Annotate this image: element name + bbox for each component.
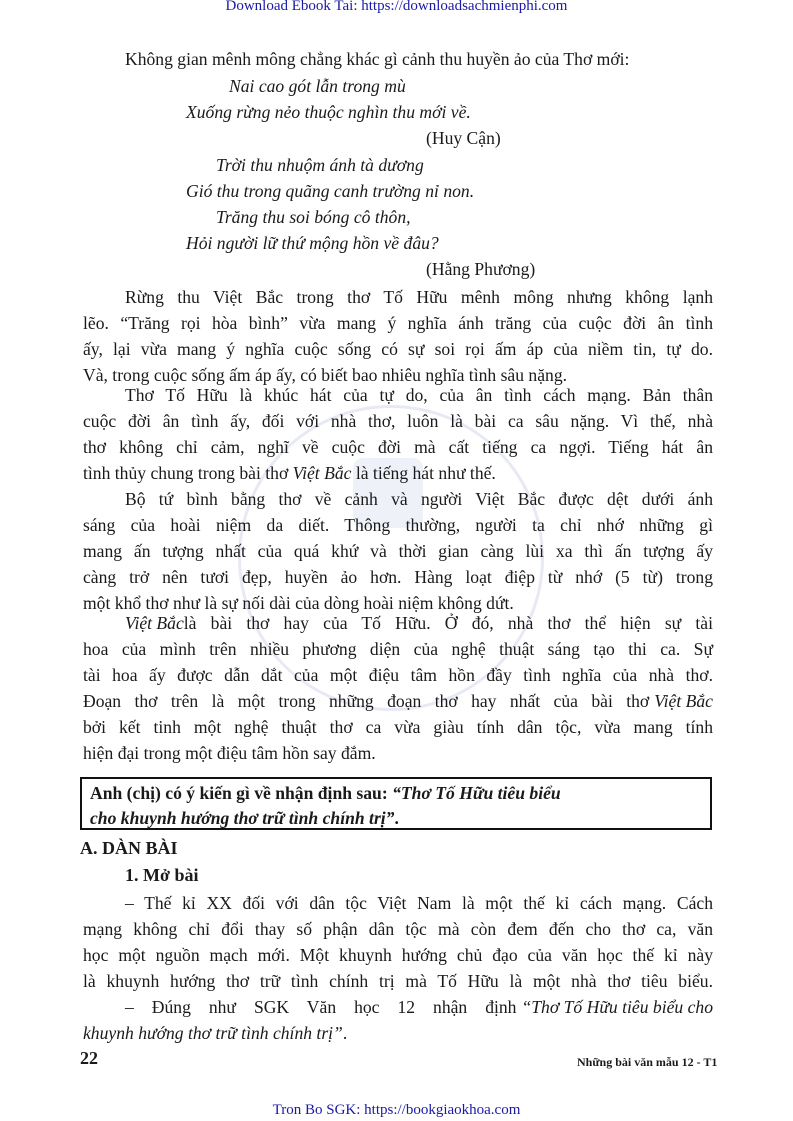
intro-line: Không gian mênh mông chẳng khác gì cảnh thu huyền ảo của Thơ mới:	[125, 49, 630, 69]
para4-line-with-title: Đoạn thơ trên là một trong những đoạn thơ hay nhất của bài thơ Việt Bắc	[83, 688, 713, 714]
para1-line: Rừng thu Việt Bắc trong thơ Tố Hữu mênh mông nhưng không lạnh	[125, 287, 713, 307]
para6-first-line: – Đúng như SGK Văn học 12 nhận định “Thơ Tố Hữu tiêu biểu cho	[125, 994, 713, 1020]
para4-line: hiện đại trong một điệu tâm hồn say đắm.	[83, 743, 376, 763]
para2-line: cuộc đời ân tình ấy, đối với nhà thơ, luôn là bài ca sâu nặng. Vì thế, nhà	[83, 411, 713, 431]
para5-line: – Thế kỉ XX đối với dân tộc Việt Nam là một thế kỉ cách mạng. Cách	[125, 893, 713, 913]
poem2-line4: Hỏi người lữ thứ mộng hồn về đâu?	[186, 233, 439, 253]
section-heading-a: A. DÀN BÀI	[80, 838, 178, 858]
para4-line: bởi kết tinh một nghệ thuật thơ ca vừa giàu tính dân tộc, vừa mang tính	[83, 717, 713, 737]
poem1-line1: Nai cao gót lẫn trong mù	[229, 76, 406, 96]
para5-line: học một nguồn mạch mới. Một khuynh hướng chủ đạo của văn học thế kỉ này	[83, 945, 713, 965]
para3-line: càng trở nên tươi đẹp, huyền ảo hơn. Hàng loạt điệp từ nhớ (5 từ) trong	[83, 567, 713, 587]
para5-line: mạng không chỉ đổi thay số phận dân tộc mà còn đem đến cho thơ ca, văn	[83, 919, 713, 939]
para3-line: Bộ tứ bình bằng thơ về cảnh và người Việt Bắc được dệt dưới ánh	[125, 489, 713, 509]
book-reference: Những bài văn mẫu 12 - T1	[577, 1055, 718, 1069]
para2-line: Thơ Tố Hữu là khúc hát của tự do, của ân tình cách mạng. Bản thân	[125, 385, 713, 405]
poem2-line2: Gió thu trong quãng canh trường nỉ non.	[186, 181, 475, 201]
para1-line: ấy, lại vừa mang ý nghĩa cuộc sống có sự soi rọi ấm áp của niềm tin, tự do.	[83, 339, 713, 359]
para5-line: là khuynh hướng thơ trữ tình chính trị mà Tố Hữu là một nhà thơ tiêu biểu.	[83, 971, 713, 991]
poem2-author: (Hằng Phương)	[426, 259, 536, 279]
header-download-link[interactable]: Download Ebook Tai: https://downloadsachmienphi.com	[225, 0, 568, 14]
para3-line: sáng của hoài niệm da diết. Thông thường, người ta chỉ nhớ những gì	[83, 515, 713, 535]
quote-inline: khuynh hướng thơ trữ tình chính trị”	[83, 1023, 343, 1043]
para4-first-line: Việt Bắc là bài thơ hay của Tố Hữu. Ở đó, nhà thơ thể hiện sự tài	[125, 610, 713, 636]
para3-line: mang ấn tượng nhất của quá khứ và thời gian càng lùi xa thì ấn tượng ấy	[83, 541, 713, 561]
question-quote: cho khuynh hướng thơ trữ tình chính trị”	[90, 808, 395, 828]
title-viet-bac: Việt Bắc	[292, 463, 352, 483]
poem2-line1: Trời thu nhuộm ánh tà dương	[216, 155, 424, 175]
para4-line: tài hoa ấy được dẫn dắt của một điệu tâm hồn đầy tình nghĩa của nhà thơ.	[83, 665, 713, 685]
para4-line: hoa của mình trên nhiều phương diện của nghệ thuật sáng tạo thi ca. Sự	[83, 639, 713, 659]
para6-last-line: khuynh hướng thơ trữ tình chính trị”.	[83, 1023, 348, 1043]
quote-inline: “Thơ Tố Hữu tiêu biểu cho	[521, 997, 713, 1017]
poem1-author: (Huy Cận)	[426, 128, 501, 148]
question-box: Anh (chị) có ý kiến gì về nhận định sau: “Thơ Tố Hữu tiêu biểu cho khuynh hướng thơ trữ tình chính trị”.	[80, 777, 712, 830]
title-viet-bac: Việt Bắc	[654, 691, 713, 711]
para2-last-line: tình thủy chung trong bài thơ Việt Bắc là tiếng hát như thế.	[83, 463, 496, 483]
poem2-line3: Trăng thu soi bóng cô thôn,	[216, 207, 411, 227]
para3-line: một khổ thơ như là sự nối dài của dòng hoài niệm không dứt.	[83, 593, 514, 613]
question-quote: “Thơ Tố Hữu tiêu biểu	[392, 783, 561, 803]
footer-link[interactable]: Tron Bo SGK: https://bookgiaokhoa.com	[272, 1102, 521, 1118]
poem1-line2: Xuống rừng nẻo thuộc nghìn thu mới về.	[186, 102, 471, 122]
para2-line: thơ không chỉ cảm, nghĩ về cuộc đời mà cất tiếng ca ngợi. Tiếng hát ân	[83, 437, 713, 457]
section-heading-1: 1. Mở bài	[125, 865, 199, 885]
page-number: 22	[80, 1048, 98, 1068]
title-viet-bac: Việt Bắc	[125, 613, 184, 633]
para1-line: lẽo. “Trăng rọi hòa bình” vừa mang ý nghĩa ánh trăng của cuộc đời ân tình	[83, 313, 713, 333]
para1-line: Và, trong cuộc sống ấm áp ấy, có biết bao nhiêu nghĩa tình sâu nặng.	[83, 365, 568, 385]
